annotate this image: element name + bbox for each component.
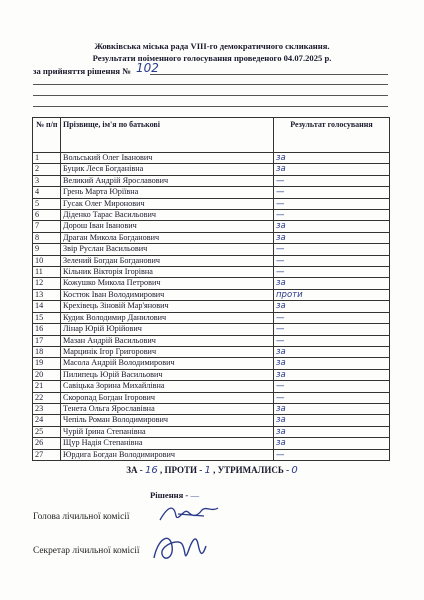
row-number: 8	[33, 232, 61, 243]
decision-number-line	[33, 63, 159, 77]
table-row	[33, 187, 390, 198]
table-row	[33, 153, 390, 164]
deputy-name: Кожушко Микола Петрович	[61, 278, 274, 289]
row-number: 12	[33, 278, 61, 289]
row-number: 2	[33, 164, 61, 175]
row-number: 6	[33, 210, 61, 221]
row-number: 21	[33, 381, 61, 392]
row-number: 9	[33, 244, 61, 255]
decision-value: —	[190, 490, 200, 500]
vote-result: —	[274, 324, 390, 335]
table-row	[33, 335, 390, 346]
proty-label: , ПРОТИ -	[160, 465, 203, 475]
column-header-number: № п/п	[33, 118, 61, 153]
vote-result: —	[274, 449, 390, 460]
row-number: 20	[33, 369, 61, 380]
deputy-name: Зелений Богдан Богданович	[61, 255, 274, 266]
deputy-name: Чепіль Роман Володимирович	[61, 415, 274, 426]
decision-number-label: за прийняття рішення №	[33, 66, 131, 76]
vote-result: —	[274, 267, 390, 278]
vote-result: —	[274, 198, 390, 209]
deputy-name: Буцик Леся Богданівна	[61, 164, 274, 175]
table-row	[33, 267, 390, 278]
table-row	[33, 415, 390, 426]
vote-result: —	[274, 312, 390, 323]
row-number: 18	[33, 346, 61, 357]
utrymalys-label: , УТРИМАЛИСЬ -	[213, 465, 290, 475]
deputy-name: Кільник Вікторія Ігорівна	[61, 267, 274, 278]
secretary-label: Секретар лічильної комісії	[33, 546, 140, 556]
row-number: 17	[33, 335, 61, 346]
table-row	[33, 301, 390, 312]
deputy-name: Тенета Ольга Ярославівна	[61, 403, 274, 414]
column-header-result: Результат голосування	[274, 118, 390, 153]
table-row	[33, 369, 390, 380]
row-number: 19	[33, 358, 61, 369]
deputy-name: Великий Андрій Ярославович	[61, 175, 274, 186]
row-number: 4	[33, 187, 61, 198]
table-row	[33, 164, 390, 175]
deputy-name: Пилипець Юрій Васильович	[61, 369, 274, 380]
deputy-name: Костюк Іван Володимирович	[61, 289, 274, 300]
table-row	[33, 312, 390, 323]
table-row	[33, 449, 390, 460]
deputy-name: Лінар Юрій Юрійович	[61, 324, 274, 335]
deputy-name: Кудик Володимир Данилович	[61, 312, 274, 323]
table-row	[33, 175, 390, 186]
vote-result: —	[274, 335, 390, 346]
vote-result: за	[274, 301, 390, 312]
council-title: Жовківська міська рада VIII-го демократичного скликання.	[94, 41, 330, 51]
table-row	[33, 438, 390, 449]
row-number: 14	[33, 301, 61, 312]
document-header	[0, 40, 424, 64]
decision-line	[150, 490, 199, 500]
blank-line	[33, 84, 388, 85]
row-number: 10	[33, 255, 61, 266]
vote-result: за	[274, 358, 390, 369]
table-row	[33, 210, 390, 221]
deputy-name: Гусак Олег Миронович	[61, 198, 274, 209]
table-row	[33, 346, 390, 357]
vote-result: за	[274, 346, 390, 357]
vote-result: за	[274, 426, 390, 437]
deputy-name: Драган Микола Богданович	[61, 232, 274, 243]
vote-result: за	[274, 221, 390, 232]
row-number: 23	[33, 403, 61, 414]
table-body	[33, 153, 390, 461]
vote-result: —	[274, 255, 390, 266]
chair-signature-icon	[158, 500, 228, 526]
vote-result: проти	[274, 289, 390, 300]
vote-result: за	[274, 415, 390, 426]
secretary-signature-icon	[150, 528, 210, 568]
deputy-name: Щур Надія Степанівна	[61, 438, 274, 449]
table-row	[33, 244, 390, 255]
blank-line	[33, 95, 388, 96]
blank-line	[33, 106, 388, 107]
vote-result: за	[274, 232, 390, 243]
vote-result: —	[274, 187, 390, 198]
utrymalys-count: 0	[291, 465, 298, 476]
deputy-name: Чурій Ірина Степанівна	[61, 426, 274, 437]
row-number: 13	[33, 289, 61, 300]
vote-result: —	[274, 244, 390, 255]
deputy-name: Звір Руслан Васильович	[61, 244, 274, 255]
table-row	[33, 278, 390, 289]
column-header-name: Прізвище, ім'я по батькові	[61, 118, 274, 153]
vote-result: за	[274, 164, 390, 175]
row-number: 16	[33, 324, 61, 335]
table-row	[33, 232, 390, 243]
row-number: 25	[33, 426, 61, 437]
deputy-name: Грень Марта Юріївна	[61, 187, 274, 198]
deputy-name: Савіцька Зорина Михайлівна	[61, 381, 274, 392]
decision-number-handwritten: 102	[136, 61, 159, 75]
table-row	[33, 381, 390, 392]
row-number: 11	[33, 267, 61, 278]
vote-summary	[0, 465, 424, 476]
row-number: 15	[33, 312, 61, 323]
vote-result: за	[274, 153, 390, 164]
row-number: 27	[33, 449, 61, 460]
vote-result: за	[274, 369, 390, 380]
chair-label: Голова лічильної комісії	[33, 512, 130, 522]
table-row	[33, 324, 390, 335]
vote-result: —	[274, 381, 390, 392]
za-label: ЗА -	[126, 465, 143, 475]
vote-result: за	[274, 403, 390, 414]
underline-rule	[150, 74, 388, 75]
proty-count: 1	[204, 465, 211, 476]
decision-label: Рішення -	[150, 490, 189, 500]
row-number: 22	[33, 392, 61, 403]
row-number: 3	[33, 175, 61, 186]
table-row	[33, 403, 390, 414]
row-number: 26	[33, 438, 61, 449]
table-row	[33, 221, 390, 232]
table-header-row	[33, 118, 390, 153]
roll-call-table	[32, 117, 390, 461]
table-row	[33, 426, 390, 437]
deputy-name: Вольський Олег Іванович	[61, 153, 274, 164]
deputy-name: Юрдига Богдан Володимирович	[61, 449, 274, 460]
deputy-name: Масола Андрій Володимирович	[61, 358, 274, 369]
row-number: 1	[33, 153, 61, 164]
deputy-name: Дорош Іван Іванович	[61, 221, 274, 232]
vote-result: —	[274, 210, 390, 221]
row-number: 24	[33, 415, 61, 426]
vote-result: за	[274, 278, 390, 289]
vote-result: за	[274, 438, 390, 449]
table-row	[33, 392, 390, 403]
deputy-name: Крехівець Зіновій Мар'янович	[61, 301, 274, 312]
za-count: 16	[145, 465, 158, 476]
vote-result: —	[274, 392, 390, 403]
deputy-name: Мазан Андрій Васильович	[61, 335, 274, 346]
table-row	[33, 198, 390, 209]
row-number: 5	[33, 198, 61, 209]
table-row	[33, 255, 390, 266]
table-row	[33, 358, 390, 369]
vote-results-title: Результати поіменного голосування проведеного 04.07.2025 р.	[92, 53, 332, 63]
deputy-name: Діденко Тарас Васильович	[61, 210, 274, 221]
table-row	[33, 289, 390, 300]
row-number: 7	[33, 221, 61, 232]
deputy-name: Скоропад Богдан Ігорович	[61, 392, 274, 403]
deputy-name: Марцинік Ігор Григорович	[61, 346, 274, 357]
vote-result: —	[274, 175, 390, 186]
